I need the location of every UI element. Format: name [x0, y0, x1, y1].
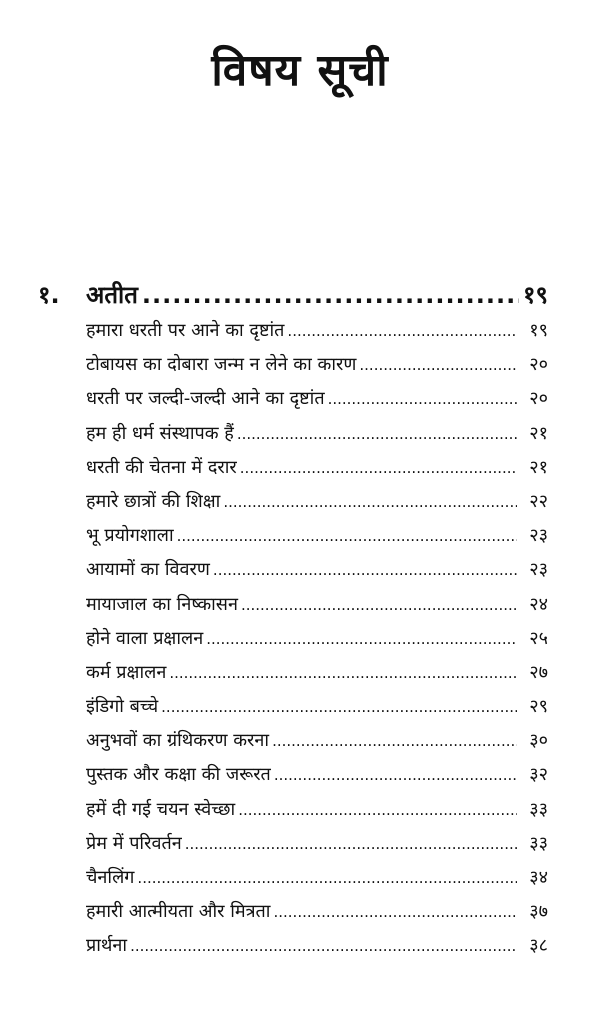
toc-entry[interactable] — [86, 489, 548, 523]
dot-leader — [213, 561, 517, 579]
toc-entry[interactable] — [86, 386, 548, 420]
toc-entry-page-number: ३७ — [529, 901, 548, 923]
toc-entry-title: हमारी आत्मीयता और मित्रता — [86, 901, 271, 923]
dot-leader — [238, 801, 517, 819]
toc-entry-title: हमारा धरती पर आने का दृष्टांत — [86, 320, 285, 341]
dot-leader — [272, 732, 517, 750]
toc-entry-title: हम ही धर्म संस्थापक हैं — [86, 422, 234, 444]
toc-entry-page-number: २२ — [529, 490, 548, 512]
toc-entry-page-number: २९ — [529, 696, 548, 718]
dot-leader — [328, 390, 517, 408]
dot-leader — [223, 493, 517, 511]
toc-entry[interactable] — [86, 557, 548, 591]
dot-leader — [274, 766, 517, 784]
toc-entry[interactable] — [86, 455, 548, 489]
toc-entry-page-number: ३३ — [529, 832, 548, 854]
dot-leader — [287, 322, 517, 340]
toc-entry[interactable] — [86, 694, 548, 728]
toc-entry[interactable] — [86, 592, 548, 626]
dot-leader — [185, 835, 517, 853]
toc-entry-page-number: २५ — [529, 627, 548, 649]
toc-entry-title: भू प्रयोगशाला — [86, 525, 174, 547]
dot-leader — [177, 527, 517, 545]
toc-entry[interactable] — [86, 762, 548, 796]
toc-entry-title: टोबायस का दोबारा जन्म न लेने का कारण — [86, 354, 357, 376]
toc-entry-title: हमें दी गई चयन स्वेच्छा — [86, 798, 236, 820]
toc-entry-page-number: २७ — [529, 661, 548, 683]
dot-leader — [241, 596, 517, 614]
toc-entry-title: धरती पर जल्दी-जल्दी आने का दृष्टांत — [86, 388, 325, 410]
toc-entry-page-number: २१ — [529, 456, 548, 478]
toc-entry-title: पुस्तक और कक्षा की जरूरत — [86, 764, 271, 786]
toc-entry[interactable] — [86, 797, 548, 831]
toc-entry-page-number: २३ — [529, 525, 548, 547]
toc-entry[interactable] — [86, 523, 548, 557]
toc-entry[interactable] — [86, 318, 548, 352]
toc-entry-title: अनुभवों का ग्रंथिकरण करना — [86, 730, 270, 752]
dot-leader — [273, 903, 517, 921]
toc-entry-title: होने वाला प्रक्षालन — [86, 627, 204, 649]
toc-entry-title: चैनलिंग — [86, 867, 135, 888]
dot-leader — [240, 459, 517, 477]
toc-entry-title: आयामों का विवरण — [86, 559, 210, 581]
toc-entry-title: धरती की चेतना में दरार — [86, 456, 237, 478]
dot-leader — [206, 630, 517, 648]
page-title: विषय सूची — [211, 45, 389, 96]
toc-entry-page-number: ३० — [529, 730, 548, 752]
chapter-title: अतीत — [86, 281, 138, 309]
dot-leader — [137, 869, 517, 887]
toc-entry[interactable] — [86, 352, 548, 386]
toc-entry-list — [38, 318, 548, 968]
toc-entry[interactable] — [86, 865, 548, 899]
toc-entry-page-number: ३३ — [529, 798, 548, 820]
table-of-contents — [38, 278, 548, 968]
toc-entry[interactable] — [86, 626, 548, 660]
toc-entry[interactable] — [86, 831, 548, 865]
toc-entry[interactable] — [86, 933, 548, 967]
toc-entry-page-number: २१ — [529, 422, 548, 444]
dot-leader — [169, 664, 517, 682]
toc-entry-page-number: १९ — [529, 320, 548, 341]
toc-entry-title: प्रार्थना — [86, 935, 128, 957]
toc-entry-page-number: २३ — [529, 559, 548, 581]
toc-entry[interactable] — [86, 728, 548, 762]
dot-leader — [161, 698, 517, 716]
toc-entry-page-number: ३४ — [529, 867, 548, 888]
toc-entry-page-number: ३८ — [529, 935, 548, 957]
toc-entry-title: मायाजाल का निष्कासन — [86, 593, 238, 615]
chapter-heading[interactable] — [38, 278, 548, 318]
dot-leader — [142, 281, 519, 309]
toc-entry[interactable] — [86, 660, 548, 694]
dot-leader — [130, 937, 517, 955]
chapter-page-number: १९ — [523, 281, 548, 309]
toc-entry-title: हमारे छात्रों की शिक्षा — [86, 490, 221, 512]
toc-entry-title: इंडिगो बच्चे — [86, 696, 159, 718]
toc-entry-page-number: २० — [529, 354, 548, 376]
toc-entry-page-number: २४ — [529, 593, 548, 615]
toc-entry-page-number: ३२ — [529, 764, 548, 786]
dot-leader — [359, 356, 517, 374]
toc-entry-title: प्रेम में परिवर्तन — [86, 832, 182, 854]
toc-entry-page-number: २० — [529, 388, 548, 410]
toc-entry-title: कर्म प्रक्षालन — [86, 661, 167, 683]
dot-leader — [237, 425, 517, 443]
chapter-number: १. — [38, 281, 60, 309]
toc-entry[interactable] — [86, 899, 548, 933]
toc-entry[interactable] — [86, 421, 548, 455]
